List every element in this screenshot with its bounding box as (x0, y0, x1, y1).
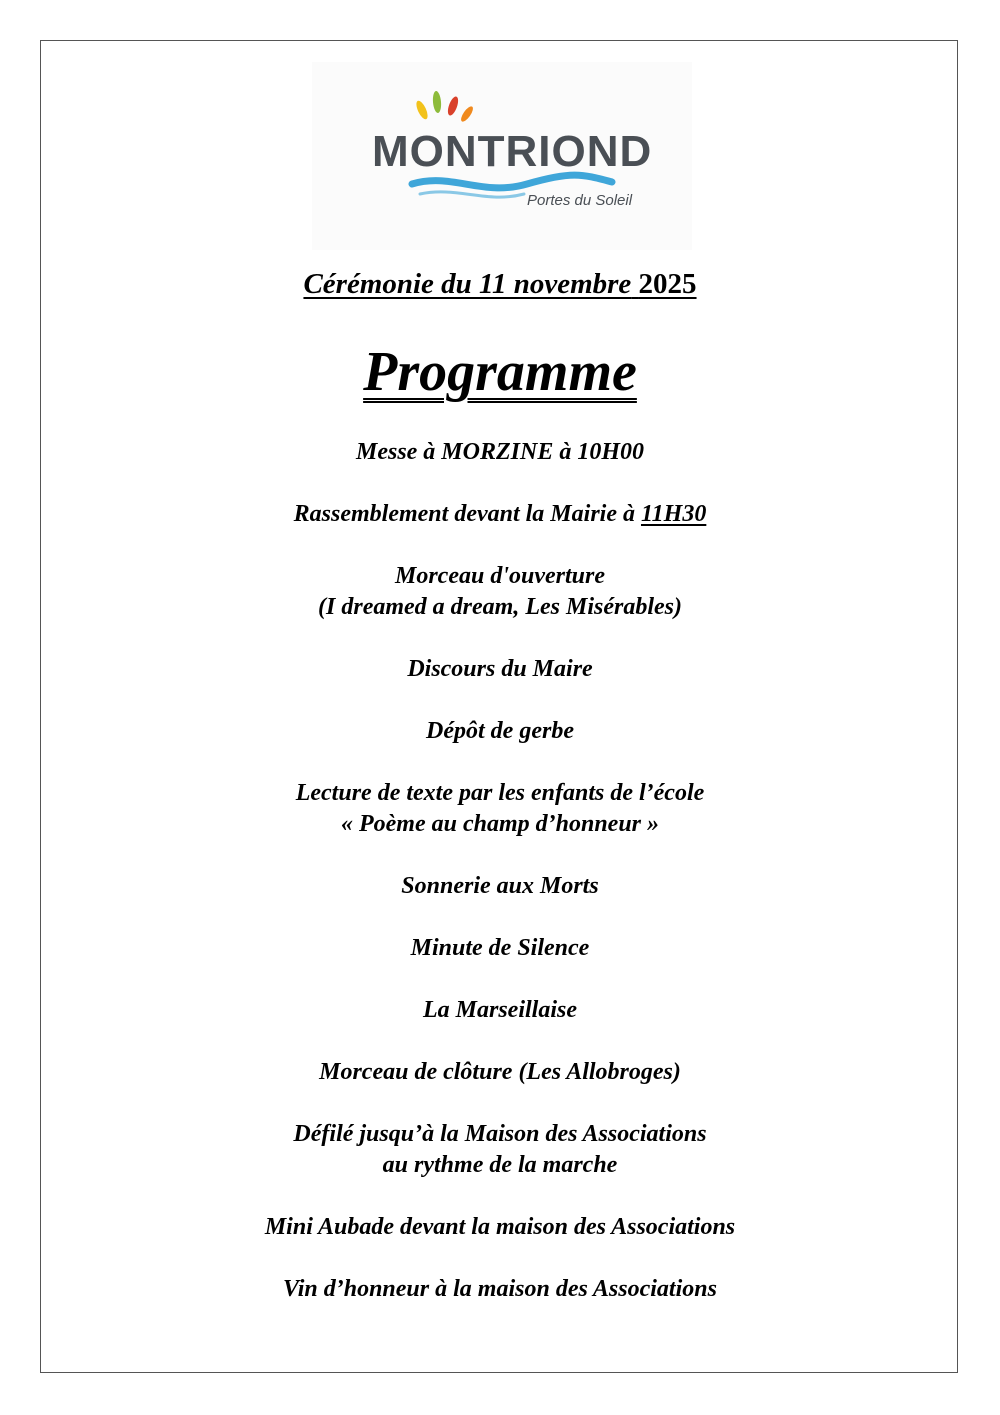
program-item-sonnerie: Sonnerie aux Morts (401, 873, 599, 899)
program-item-rassemblement (0, 499, 1000, 530)
logo-name: MONTRIOND (372, 127, 653, 176)
heading-text: Programme (363, 341, 637, 403)
program-item-lecture-line1: Lecture de texte par les enfants de l’école (295, 780, 705, 806)
program-item-discours: Discours du Maire (407, 656, 593, 682)
montriond-logo (312, 62, 692, 250)
program-item-aubade: Mini Aubade devant la maison des Associations (264, 1214, 736, 1240)
page-heading (0, 337, 1000, 407)
wave-small-icon (420, 192, 524, 197)
program-item-vin: Vin d’honneur à la maison des Associations (283, 1276, 717, 1302)
ceremony-title-text: Cérémonie du 11 novembre (303, 268, 632, 300)
program-item-ouverture-line2: (I dreamed a dream, Les Misérables) (318, 594, 682, 620)
rassemblement-text: Rassemblement devant la Mairie à (293, 501, 641, 527)
program-item-messe: Messe à MORZINE à 10H00 (355, 439, 644, 465)
program-item-defile-line1: Défilé jusqu’à la Maison des Associations (293, 1121, 707, 1147)
program-item-minute: Minute de Silence (410, 935, 590, 961)
leaf-yellow-icon (414, 99, 430, 121)
ceremony-year: 2025 (638, 268, 697, 300)
program-item-lecture-line2: « Poème au champ d’honneur » (340, 811, 660, 837)
program-item-ouverture-line1: Morceau d'ouverture (395, 563, 605, 589)
rassemblement-time: 11H30 (640, 501, 707, 527)
program-item-depot: Dépôt de gerbe (426, 718, 574, 744)
leaf-orange-icon (459, 105, 475, 124)
program-item-marseillaise: La Marseillaise (423, 997, 577, 1023)
logo-tagline: Portes du Soleil (527, 192, 633, 209)
program-item-cloture: Morceau de clôture (Les Allobroges) (319, 1059, 681, 1085)
program-item-defile-line2: au rythme de la marche (382, 1152, 618, 1178)
leaf-green-icon (432, 91, 442, 114)
wave-icon (412, 175, 612, 188)
ceremony-title (0, 266, 1000, 302)
leaf-red-icon (446, 95, 460, 117)
